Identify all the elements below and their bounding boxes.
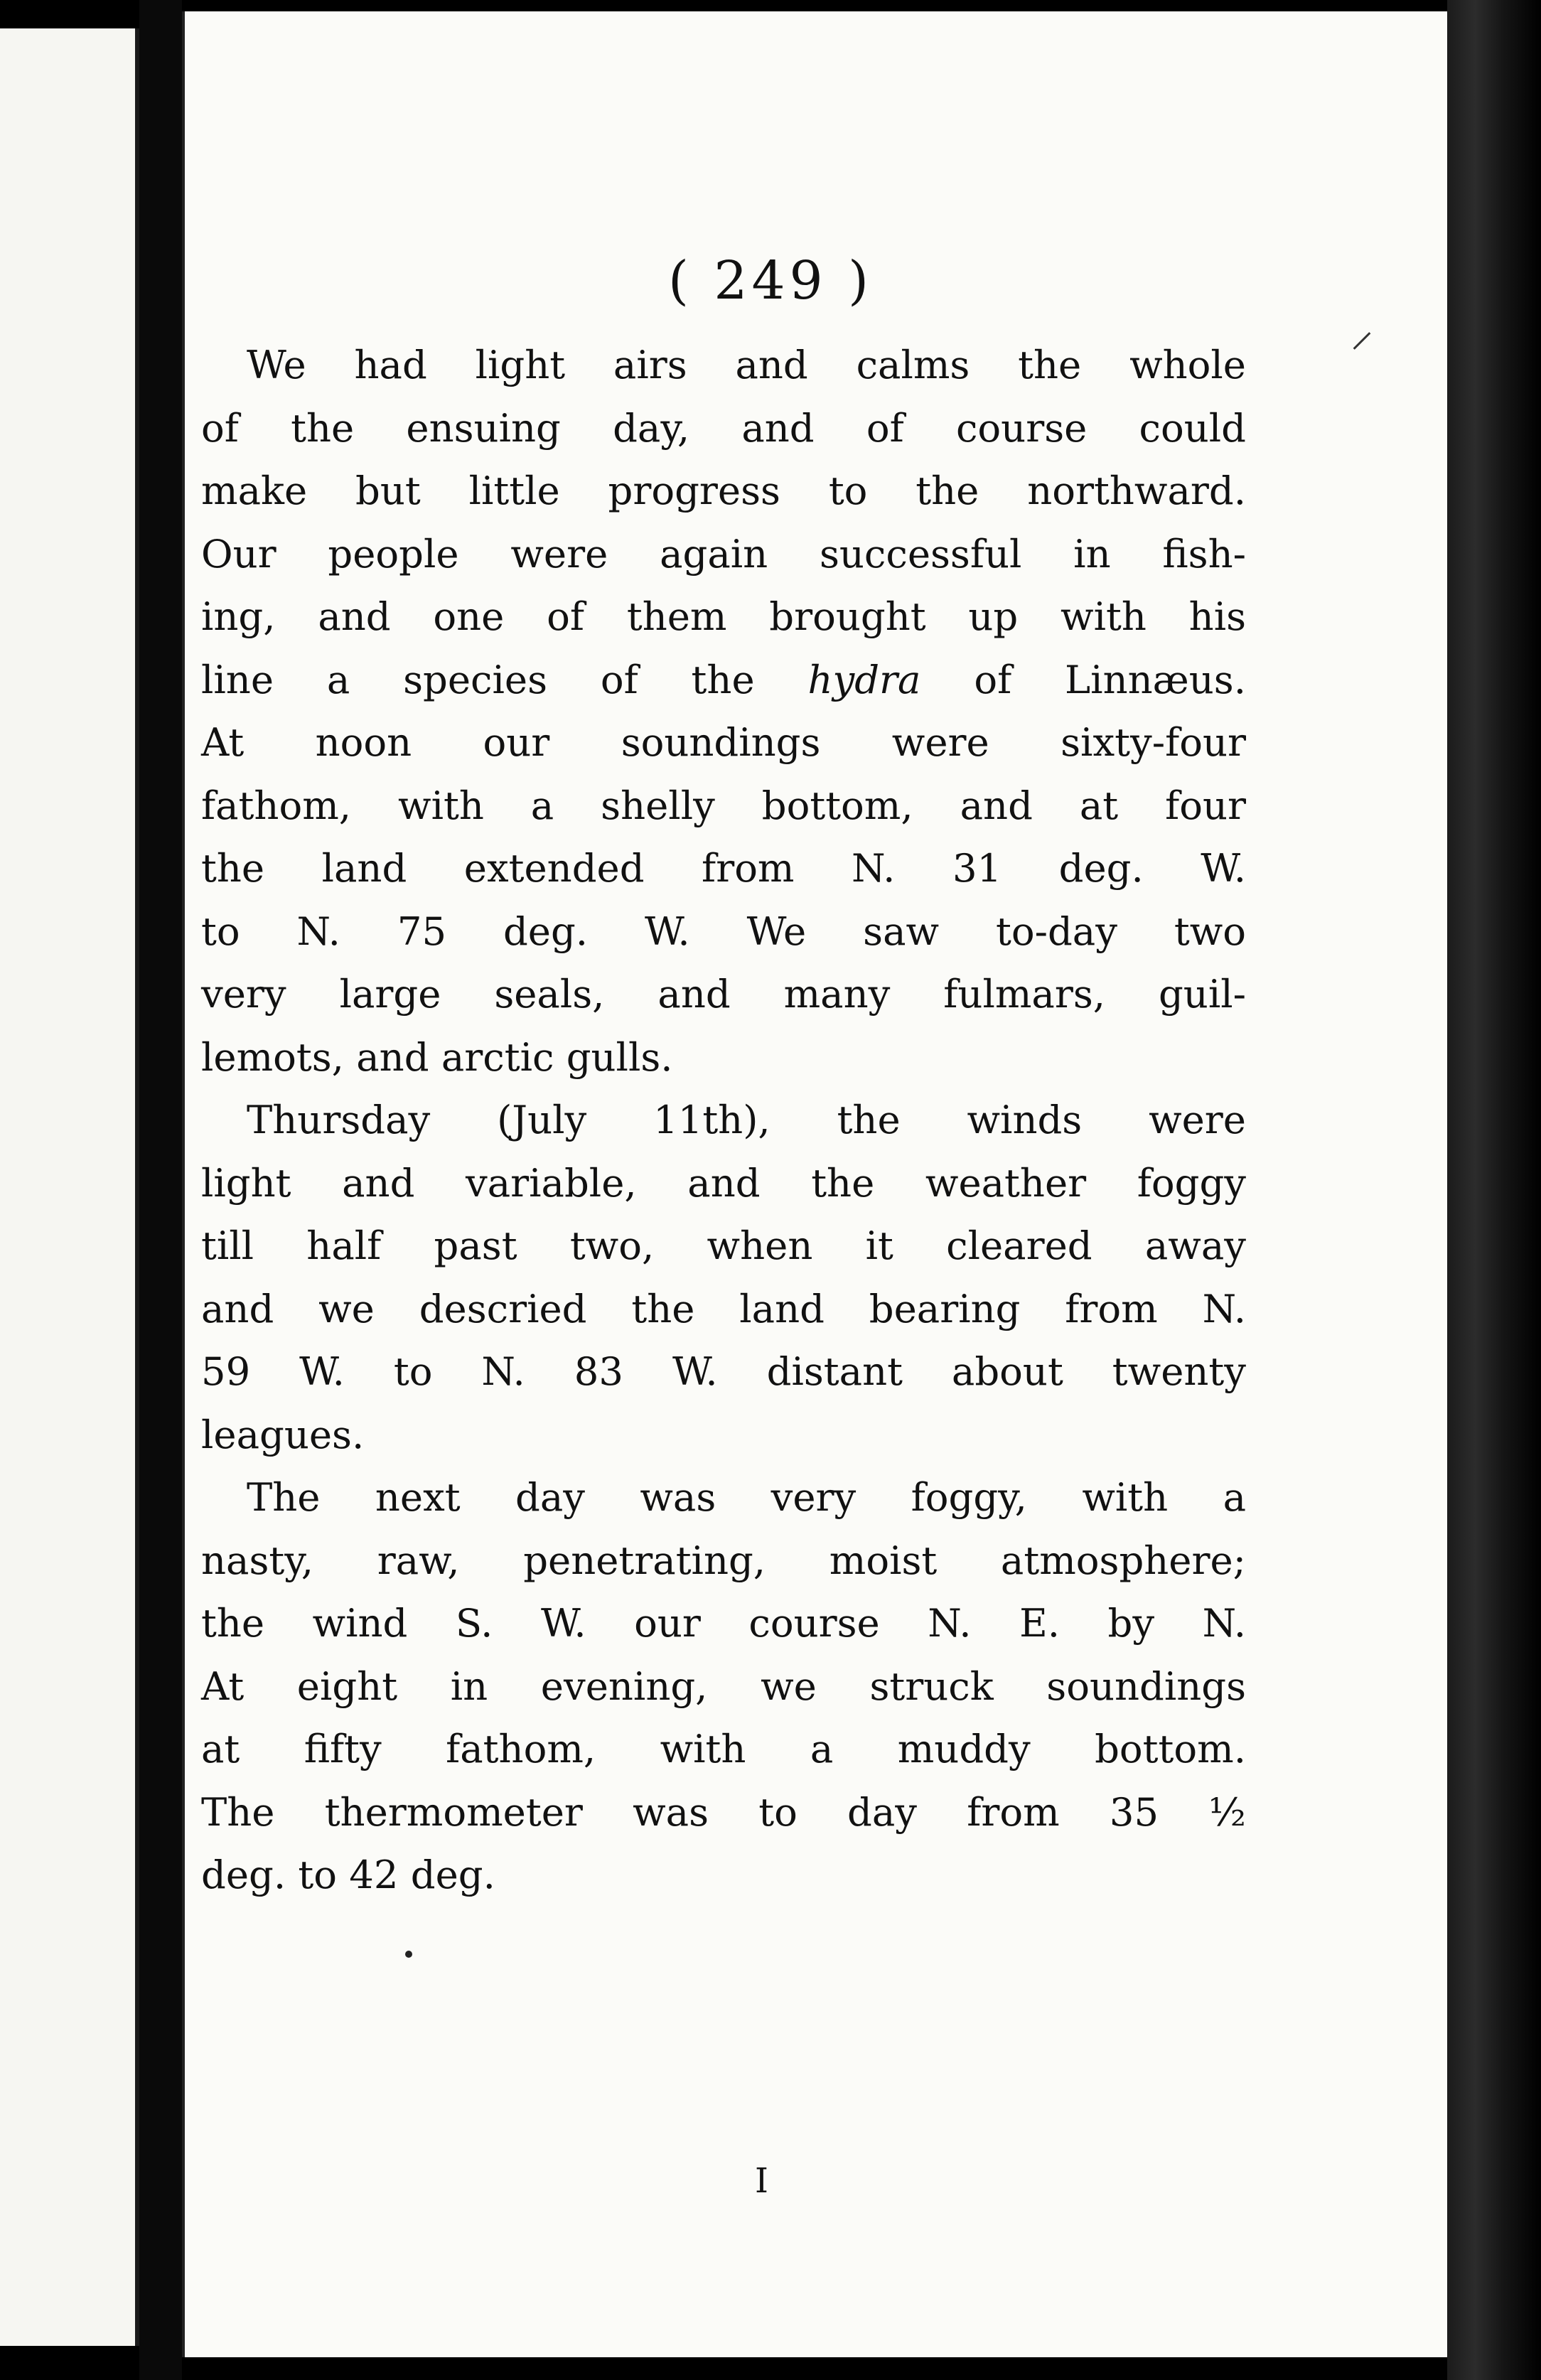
text-line: leagues.	[201, 1412, 365, 1457]
text-line: the land extended from N. 31 deg. W.	[201, 846, 1246, 891]
page-edge-shadow	[1447, 0, 1541, 2380]
text-line: lemots, and arctic gulls.	[201, 1034, 673, 1080]
text-line: fathom, with a shelly bottom, and at four	[201, 783, 1246, 828]
text-line: of the ensuing day, and of course could	[201, 405, 1246, 451]
book-gutter	[139, 0, 182, 2380]
text-line: make but little progress to the northward.	[201, 468, 1246, 513]
page-number-header: ( 249 )	[667, 250, 874, 311]
text-line: at fifty fathom, with a muddy bottom.	[201, 1727, 1246, 1771]
text-line: the wind S. W. our course N. E. by N.	[201, 1601, 1246, 1646]
text-line: 59 W. to N. 83 W. distant about twenty	[201, 1349, 1246, 1394]
text-line: Our people were again successful in fish-	[201, 531, 1246, 577]
text-line: The thermometer was to day from 35 ½	[201, 1789, 1246, 1835]
text-line: to N. 75 deg. W. We saw to-day two	[201, 908, 1246, 954]
ink-dot	[405, 1951, 412, 1958]
text-line: The next day was very foggy, with a	[247, 1475, 1246, 1520]
text-line: and we descried the land bearing from N.	[201, 1286, 1246, 1331]
text-line: ing, and one of them brought up with his	[201, 594, 1246, 639]
italic-term: hydra	[807, 657, 921, 702]
text-line: At noon our soundings were sixty-four	[201, 720, 1246, 765]
page-body	[201, 334, 1246, 1907]
previous-page-edge	[0, 28, 139, 2346]
text-line: light and variable, and the weather foggy	[201, 1160, 1246, 1206]
text-line: very large seals, and many fulmars, guil-	[201, 972, 1246, 1017]
text-line: nasty, raw, penetrating, moist atmosphere;	[201, 1538, 1246, 1583]
catchword: I	[755, 2161, 768, 2201]
text-line: Thursday (July 11th), the winds were	[247, 1098, 1246, 1142]
text-line: deg. to 42 deg.	[201, 1853, 495, 1897]
text-line-with-italic: line a species of the hydra of Linnæus.	[201, 657, 1246, 702]
text-line: We had light airs and calms the whole	[247, 343, 1246, 387]
text-line: At eight in evening, we struck soundings	[201, 1663, 1246, 1709]
text-line: till half past two, when it cleared away	[201, 1223, 1246, 1268]
